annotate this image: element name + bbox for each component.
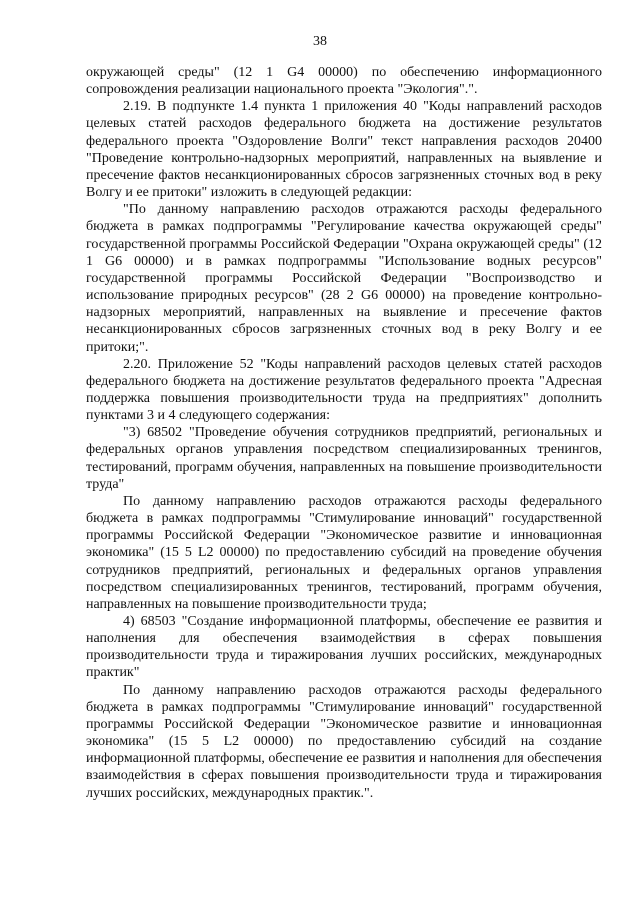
paragraph-continuation: окружающей среды" (12 1 G4 00000) по обеспечению информационного сопровождения реализации национального проекта "Экология".". — [86, 65, 602, 98]
paragraph-item-3-description: По данному направлению расходов отражаются расходы федерального бюджета в рамках подпрограммы "Стимулирование инноваций" государственной программы Российской Федерации "Экономическое развитие и инновационная экономика" (15 5 L2 00000) по предоставлению субсидий на проведение обучения сотрудников предприятий, региональных и федеральных органов управления посредством специализированных тренингов, тестирований, программ обучения, направленных на повышение производительности труда; — [86, 493, 602, 612]
paragraph-2-19: 2.19. В подпункте 1.4 пункта 1 приложения 40 "Коды направлений расходов целевых статей расходов федерального бюджета на достижение результатов федерального проекта "Оздоровление Волги" текст направления расходов 20400 "Проведение контрольно-надзорных мероприятий, направленных на выявление и пресечение фактов несанкционированных сбросов загрязненных сточных вод в реку Волгу и ее притоки" изложить в следующей редакции: — [86, 99, 602, 201]
paragraph-2-20: 2.20. Приложение 52 "Коды направлений расходов целевых статей расходов федерального бюджета на достижение результатов федерального проекта "Адресная поддержка повышения производительности труда на предприятиях" дополнить пунктами 3 и 4 следующего содержания: — [86, 356, 602, 424]
document-body — [86, 64, 602, 802]
paragraph-item-4-description: По данному направлению расходов отражаются расходы федерального бюджета в рамках подпрограммы "Стимулирование инноваций" государственной программы Российской Федерации "Экономическое развитие и инновационная экономика" (15 5 L2 00000) по предоставлению субсидий на создание информационной платформы, обеспечение ее развития и наполнения для обеспечения взаимодействия в сферах повышения производительности труда и тиражирования лучших российских, международных практик.". — [86, 682, 602, 801]
paragraph-2-19-new-text: "По данному направлению расходов отражаются расходы федерального бюджета в рамках подпрограммы "Регулирование качества окружающей среды" государственной программы Российской Федерации "Охрана окружающей среды" (12 1 G6 00000) и в рамках подпрограммы "Использование водных ресурсов" государственной программы Российской Федерации "Воспроизводство и использование природных ресурсов" (28 2 G6 00000) на проведение контрольно-надзорных мероприятий, направленных на выявление и пресечение фактов несанкционированных сбросов загрязненных сточных вод в реку Волгу и ее притоки;". — [86, 202, 602, 355]
paragraph-item-3: "3) 68502 "Проведение обучения сотрудников предприятий, региональных и федеральных органов управления посредством специализированных тренингов, тестирований, программ обучения, направленных на повышение производительности труда" — [86, 425, 602, 492]
paragraph-item-4: 4) 68503 "Создание информационной платформы, обеспечение ее развития и наполнения для обеспечения взаимодействия в сферах повышения производительности труда и тиражирования лучших российских, международных практик" — [86, 614, 602, 681]
page-number: 38 — [313, 34, 327, 49]
